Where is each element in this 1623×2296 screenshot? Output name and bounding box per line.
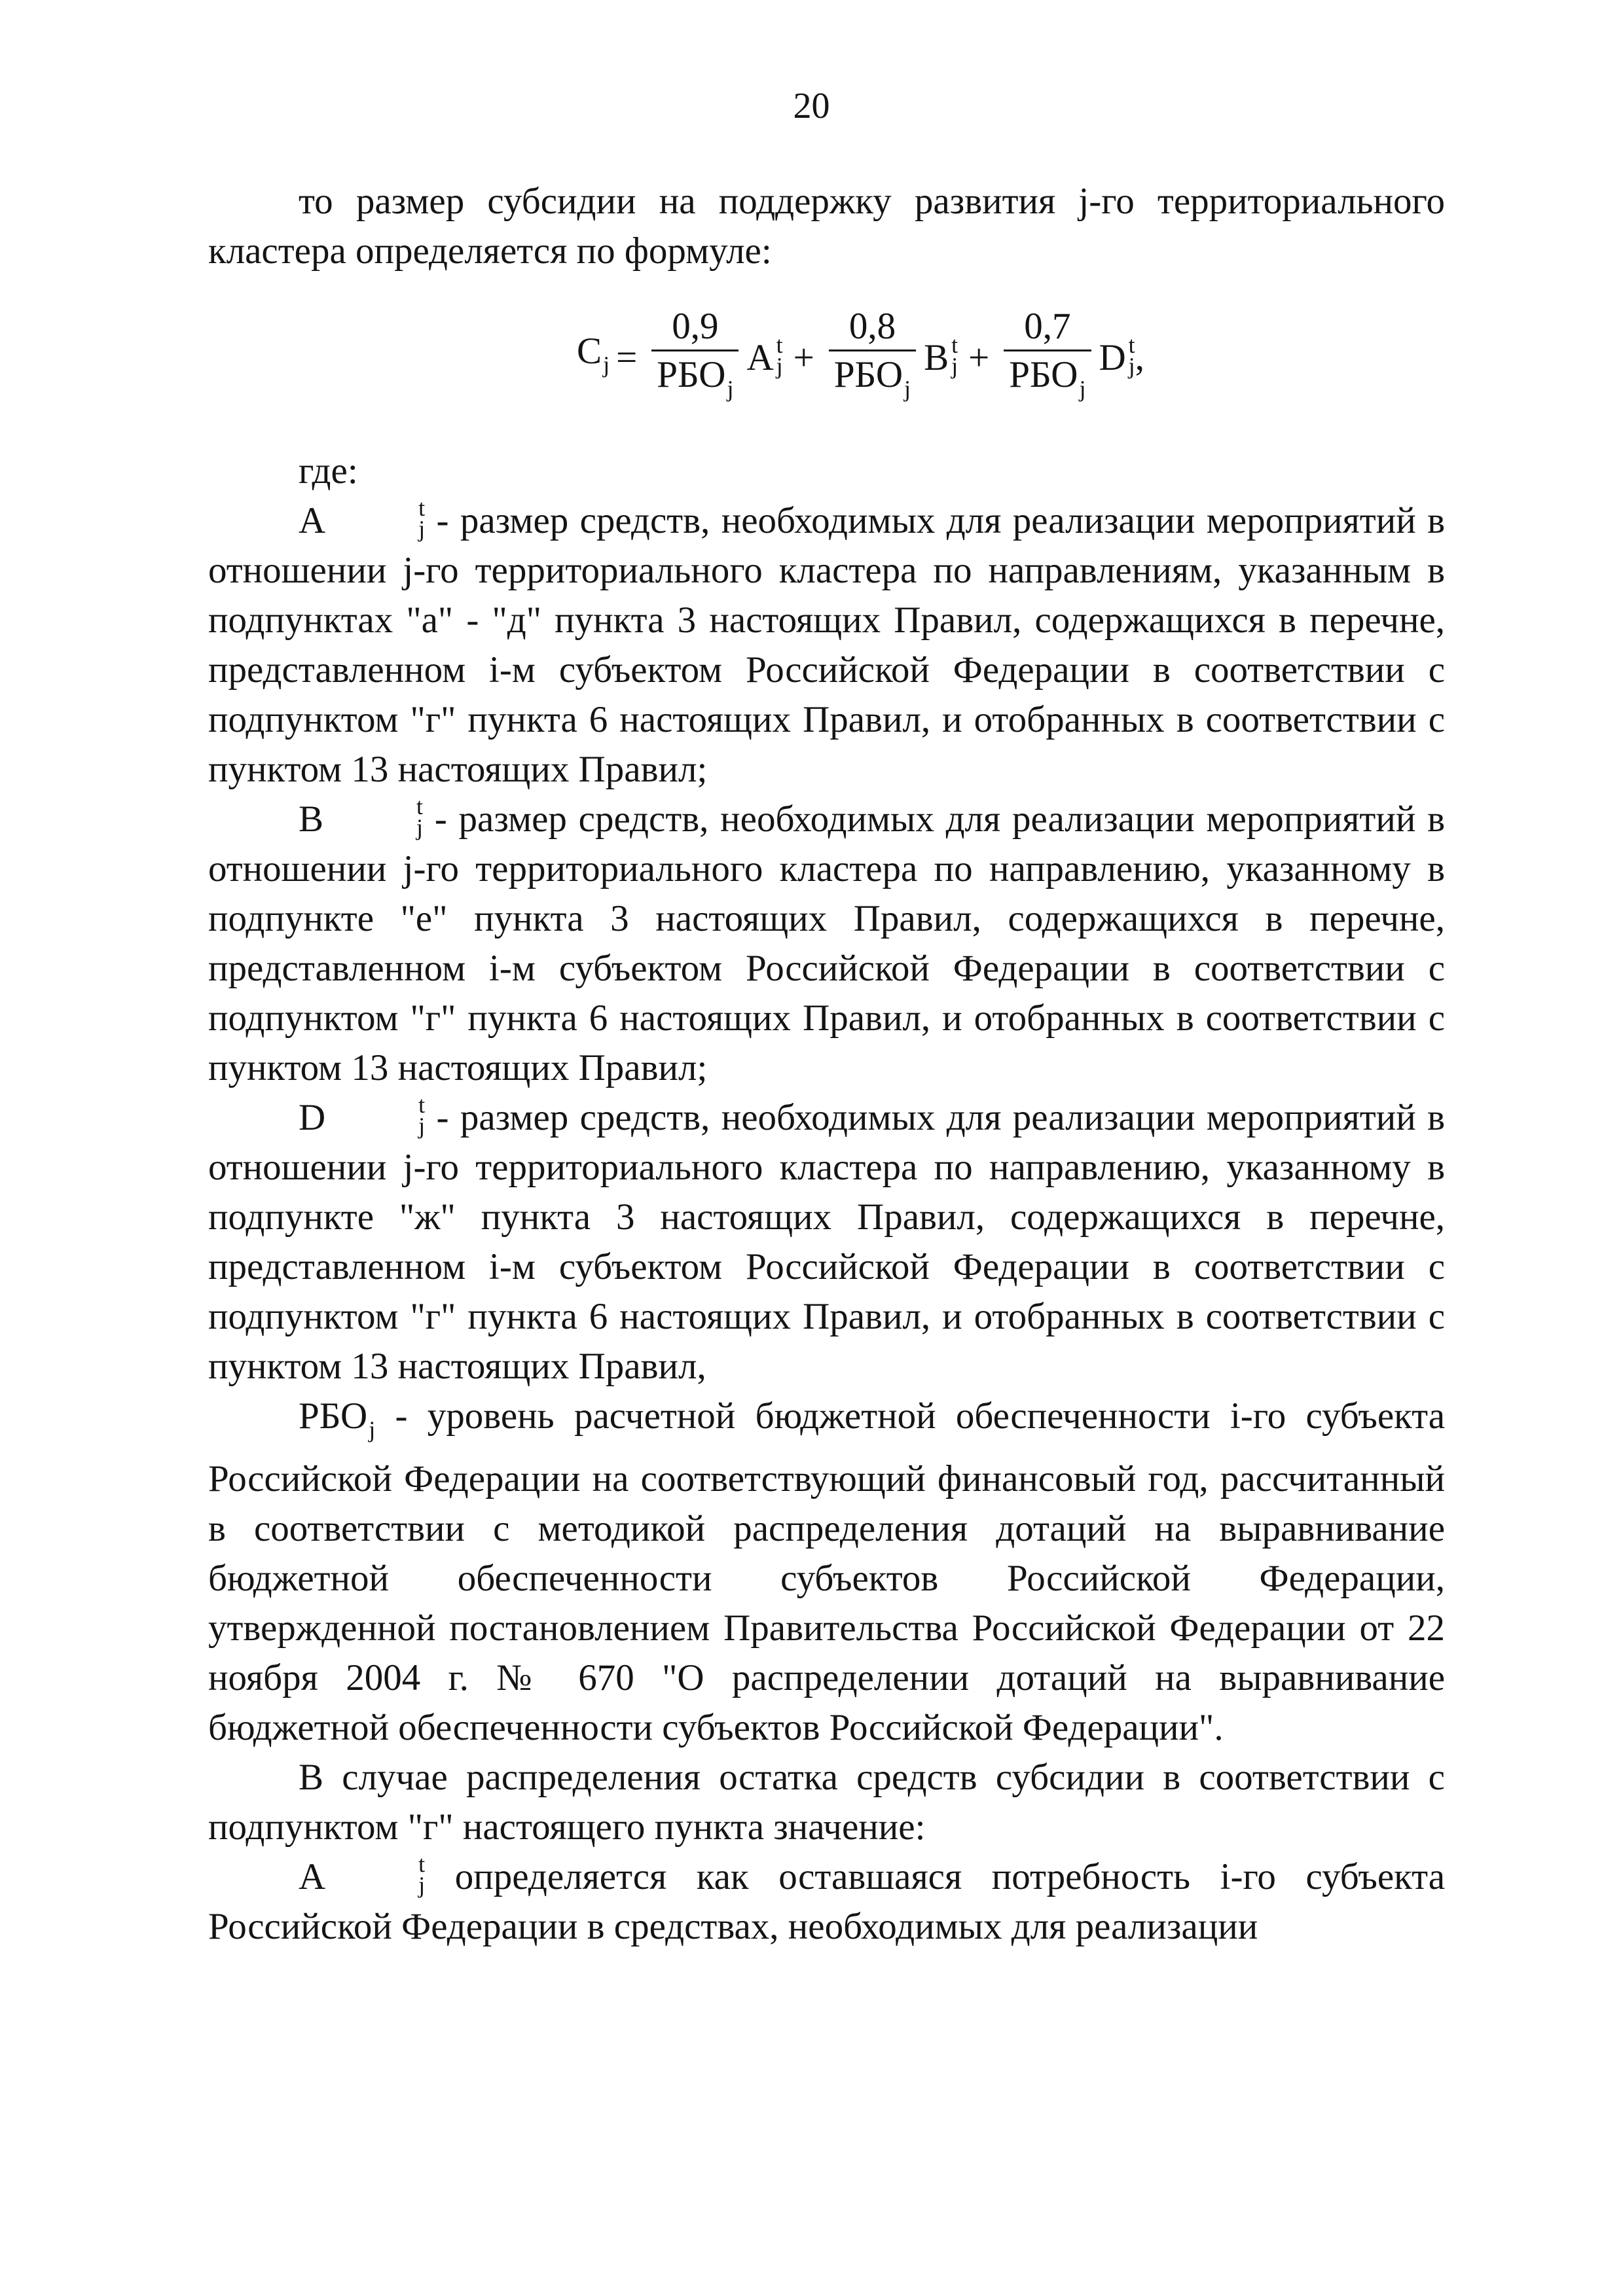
definition-b: B t j - размер средств, необходимых для реализации мероприятий в отношении j-го территориального кластера по направлению, указанному в подпункте "е" пункта 3 настоящих Правил, содержащихся в перечне, представленном i-м субъектом Российской Федерации в соответствии с подпунктом "г" пункта 6 настоящих Правил, и отобранных в соответствии с пунктом 13 настоящих Правил; [208,793,1446,1088]
definition-a: A t j - размер средств, необходимых для реализации мероприятий в отношении j-го территориального кластера по направлениям, указанным в подпунктах "а" - "д" пункта 3 настоящих Правил, содержащихся в перечне, представленном i-м субъектом Российской Федерации в соответствии с подпунктом "г" пункта 6 настоящих Правил, и отобранных в соответствии с пунктом 13 настоящих Правил; [208,494,1445,790]
term-rbo: $РБО_j$ [299,1395,376,1443]
formula-plus: + [968,337,990,378]
intro-paragraph: то размер субсидии на поддержку развития j-го территориального кластера определяется по формуле: [208,181,1445,272]
subsidy-formula [208,296,1445,420]
definition-d: D t j - размер средств, необходимых для реализации мероприятий в отношении j-го территориального кластера по направлению, указанному в подпункте "ж" пункта 3 настоящих Правил, содержащихся в перечне, представленном i-м субъектом Российской Федерации в соответствии с подпунктом "г" пункта 6 настоящих Правил, и отобранных в соответствии с пунктом 13 настоящих Правил, [208,1091,1445,1387]
formula-equals: = [616,337,638,378]
formula-lhs: $C_j$ [577,330,610,378]
formula-var-b: B t j [924,331,958,379]
term-a: A t j [299,494,426,542]
page-number: 20 [793,86,830,126]
remainder-paragraph: В случае распределения остатка средств субсидии в соответствии с подпунктом "г" настоящего пункта значение: [208,1757,1445,1848]
formula-plus: + [793,337,814,378]
fraction-b: $\frac{0,8}{РБО_j}$ [829,304,916,412]
fraction-d: $\frac{0,7}{РБО_j}$ [1004,304,1091,412]
formula-var-a: A t j [746,331,783,379]
where-label: где: [299,450,358,492]
formula-var-d: D t j , [1099,331,1144,379]
document-body [208,177,1445,1952]
term-a: A t j [299,1851,426,1899]
fraction-a: $\frac{0,9}{РБО_j}$ [651,304,739,412]
definition-a-remainder: A t j определяется как оставшаяся потребность i-го субъекта Российской Федерации в средствах, необходимых для реализации [208,1851,1446,1948]
term-d: D t j [299,1091,426,1139]
definition-rbo: $РБО_j$ - уровень расчетной бюджетной обеспеченности i-го субъекта Российской Федерации на соответствующий финансовый год, рассчитанный в соответствии с методикой распределения дотаций на выравнивание бюджетной обеспеченности субъектов Российской Федерации, утвержденной постановлением Правительства Российской Федерации от 22 ноября 2004 г. № 670 "О распределении дотаций на выравнивание бюджетной обеспеченности субъектов Российской Федерации". [208,1395,1446,1749]
term-b: B t j [299,793,424,840]
